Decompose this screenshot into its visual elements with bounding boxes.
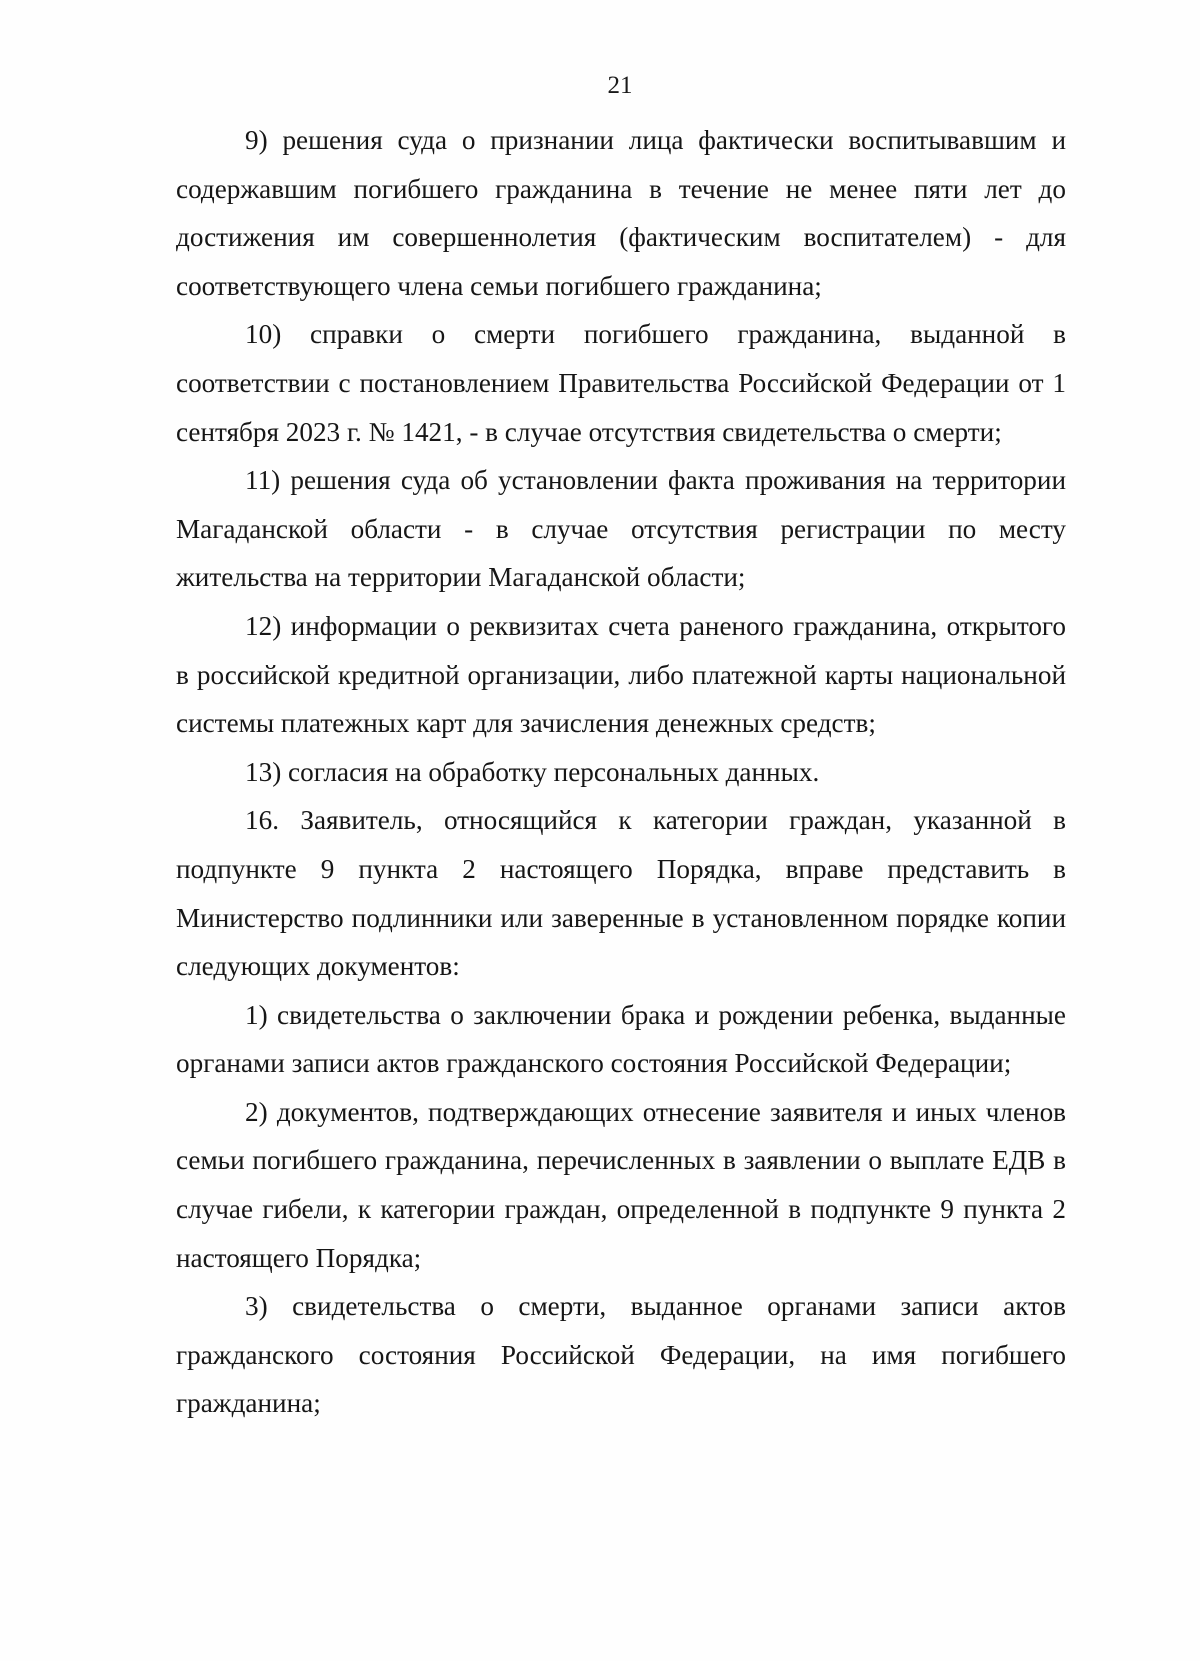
document-body: [176, 116, 1066, 1428]
paragraph-item-13: 13) согласия на обработку персональных данных.: [245, 756, 820, 787]
paragraph-subitem-1: 1) свидетельства о заключении брака и рождении ребенка, выданные органами записи актов гражданского состояния Российской Федерации;: [176, 999, 1066, 1079]
paragraph-item-9: 9) решения суда о признании лица фактически воспитывавшим и содержавшим погибшего гражданина в течение не менее пяти лет до достижения им совершеннолетия (фактическим воспитателем) - для соответствующего члена семьи погибшего гражданина;: [176, 125, 1066, 301]
paragraph-item-11: 11) решения суда об установлении факта проживания на территории Магаданской области - в случае отсутствия регистрации по месту жительства на территории Магаданской области;: [176, 465, 1066, 593]
paragraph-subitem-3: 3) свидетельства о смерти, выданное органами записи актов гражданского состояния Российской Федерации, на имя погибшего гражданина;: [176, 1291, 1066, 1419]
paragraph-subitem-2: 2) документов, подтверждающих отнесение заявителя и иных членов семьи погибшего гражданина, перечисленных в заявлении о выплате ЕДВ в случае гибели, к категории граждан, определенной в подпункте 9 пункта 2 настоящего Порядка;: [176, 1096, 1066, 1273]
paragraph-item-10: 10) справки о смерти погибшего гражданина, выданной в соответствии с постановлением Правительства Российской Федерации от 1 сентября 2023 г. № 1421, - в случае отсутствия свидетельства о смерти;: [176, 319, 1066, 447]
paragraph-section-16: 16. Заявитель, относящийся к категории граждан, указанной в подпункте 9 пункта 2 настоящего Порядка, вправе представить в Министерство подлинники или заверенные в установленном порядке копии следующих документов:: [176, 805, 1066, 982]
paragraph-item-12: 12) информации о реквизитах счета раненого гражданина, открытого в российской кредитной организации, либо платежной карты национальной системы платежных карт для зачисления денежных средств;: [176, 610, 1066, 739]
page-number: 21: [607, 72, 633, 99]
